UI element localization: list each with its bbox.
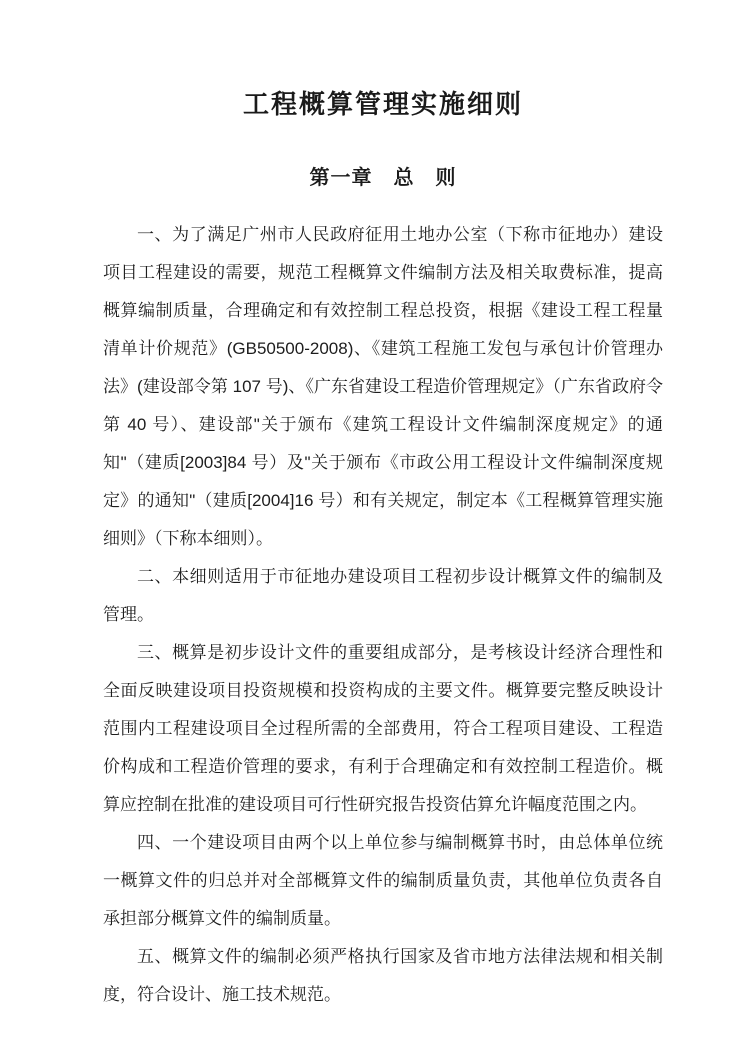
paragraph-1: 一、为了满足广州市人民政府征用土地办公室（下称市征地办）建设项目工程建设的需要，规范工程概算文件编制方法及相关取费标准，提高概算编制质量，合理确定和有效控制工程总投资，根据《建设工程工程量清单计价规范》(GB50500-2008)、《建筑工程施工发包与承包计价管理办法》(建设部令第 107 号)、《广东省建设工程造价管理规定》（广东省政府令第 40 号）、建设部"关于颁布《建筑工程设计文件编制深度规定》的通知"（建质[2003]84 号）及"关于颁布《市政公用工程设计文件编制深度规定》的通知"（建质[2004]16 号）和有关规定，制定本《工程概算管理实施细则》（下称本细则）。: [103, 225, 663, 548]
document-body: [103, 216, 663, 1014]
paragraph-3: 三、概算是初步设计文件的重要组成部分，是考核设计经济合理性和全面反映建设项目投资规模和投资构成的主要文件。概算要完整反映设计范围内工程建设项目全过程所需的全部费用，符合工程项目建设、工程造价构成和工程造价管理的要求，有利于合理确定和有效控制工程造价。概算应控制在批准的建设项目可行性研究报告投资估算允许幅度范围之内。: [103, 643, 663, 814]
paragraph-4: 四、一个建设项目由两个以上单位参与编制概算书时，由总体单位统一概算文件的归总并对全部概算文件的编制质量负责，其他单位负责各自承担部分概算文件的编制质量。: [103, 833, 663, 928]
paragraph-2: 二、本细则适用于市征地办建设项目工程初步设计概算文件的编制及管理。: [103, 567, 663, 624]
document-title: 工程概算管理实施细则: [242, 89, 523, 119]
chapter-heading: 第一章 总 则: [309, 167, 457, 189]
paragraph-5: 五、概算文件的编制必须严格执行国家及省市地方法律法规和相关制度，符合设计、施工技术规范。: [103, 947, 663, 1004]
